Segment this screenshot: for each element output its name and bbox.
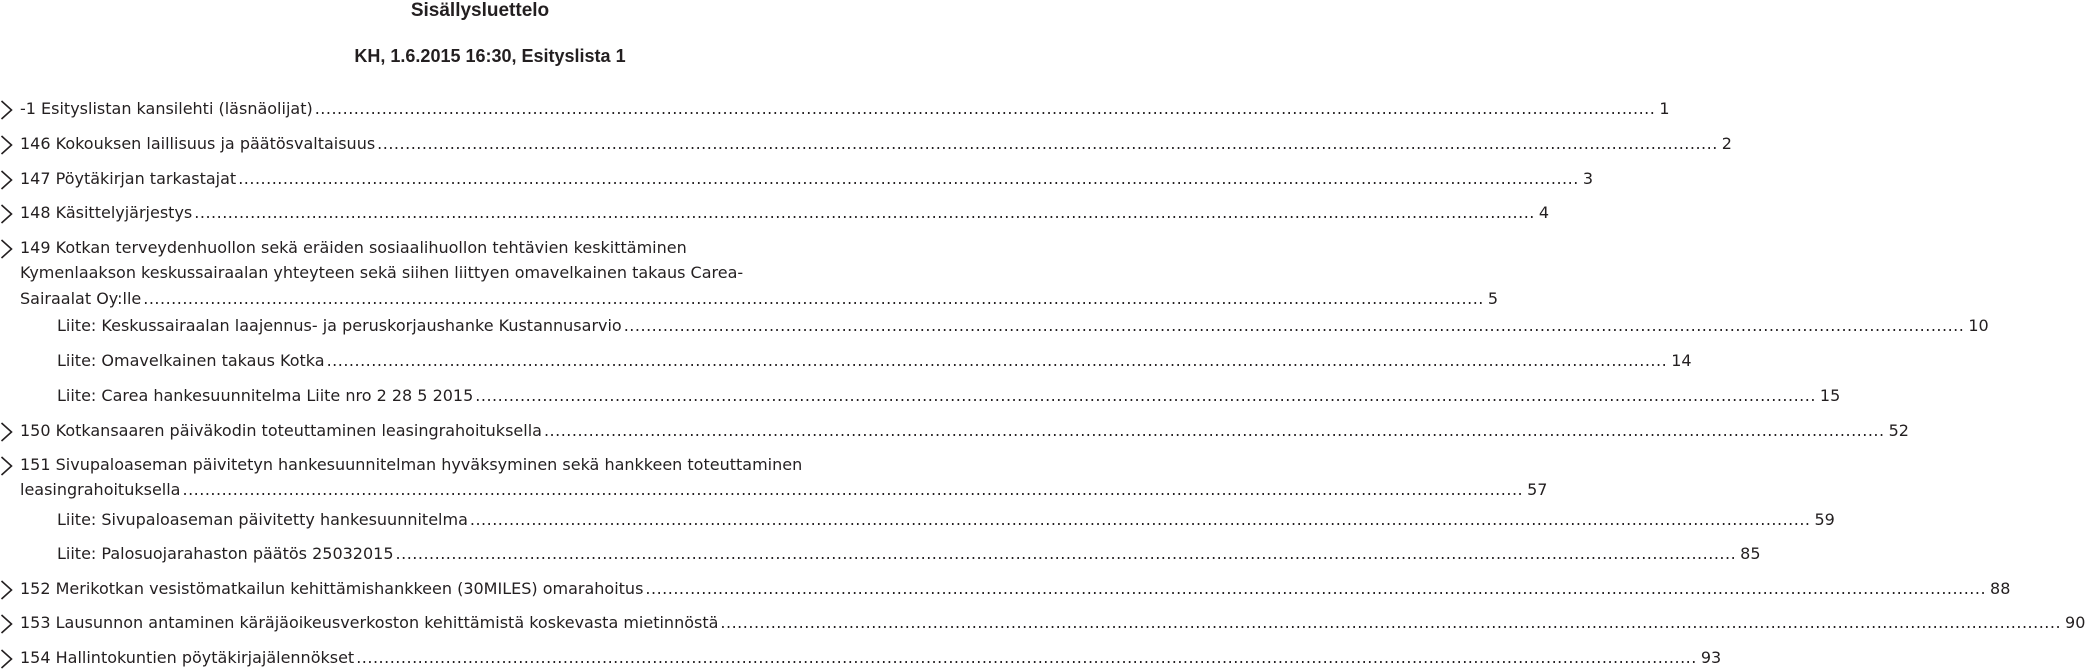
chevron-right-icon xyxy=(0,648,14,670)
chevron-right-icon xyxy=(0,203,14,225)
toc-page-number: 4 xyxy=(1538,203,1550,222)
dot-leader: ................................................................................................................................................................................................................................................ xyxy=(314,99,1656,118)
dot-leader: ................................................................................................................................................................................................................................................ xyxy=(395,544,1737,563)
chevron-right-icon xyxy=(0,169,14,191)
dot-leader: ................................................................................................................................................................................................................................................ xyxy=(623,316,1965,335)
dot-leader: ................................................................................................................................................................................................................................................ xyxy=(326,351,1668,370)
toc-entry-text-line: Liite: Carea hankesuunnitelma Liite nro 2 28 5 2015 xyxy=(57,386,474,405)
toc-page-number: 93 xyxy=(1700,648,1722,667)
toc-entry-text-line: 153 Lausunnon antaminen käräjäoikeusverkoston kehittämistä koskevasta mietinnöstä xyxy=(20,613,719,632)
document-title: Sisällysluettelo xyxy=(410,0,550,21)
toc-entry-text-line: 152 Merikotkan vesistömatkailun kehittämishankkeen (30MILES) omarahoitus xyxy=(20,579,644,598)
dot-leader: ................................................................................................................................................................................................................................................ xyxy=(356,648,1697,667)
toc-page-number: 3 xyxy=(1582,169,1593,188)
toc-page-number: 90 xyxy=(2065,613,2085,632)
toc-entry-text-line: -1 Esityslistan kansilehti (läsnäolijat) xyxy=(20,99,313,118)
toc-entry-text-line: Sairaalat Oy:lle xyxy=(20,288,142,308)
toc-entry-text-line: 150 Kotkansaaren päiväkodin toteuttaminen leasingrahoituksella xyxy=(20,421,542,440)
dot-leader: ................................................................................................................................................................................................................................................ xyxy=(475,386,1816,405)
toc-page-number: 59 xyxy=(1814,510,1835,529)
document-subtitle: KH, 1.6.2015 16:30, Esityslista 1 xyxy=(354,46,626,66)
chevron-right-icon xyxy=(0,455,14,477)
dot-leader: ................................................................................................................................................................................................................................................ xyxy=(645,579,1987,598)
toc-entry-text-line: Liite: Omavelkainen takaus Kotka xyxy=(57,351,325,370)
toc-entry-text-line: 147 Pöytäkirjan tarkastajat xyxy=(20,169,237,188)
toc-entry-text-line: 151 Sivupaloaseman päivitetyn hankesuunnitelman hyväksyminen sekä hankkeen toteuttaminen xyxy=(20,455,803,474)
toc-page-number: 57 xyxy=(1527,480,1548,500)
dot-leader: ................................................................................................................................................................................................................................................ xyxy=(469,510,1811,529)
dot-leader: ................................................................................................................................................................................................................................................ xyxy=(377,134,1718,153)
dot-leader: ................................................................................................................................................................................................................................................ xyxy=(238,169,1579,188)
toc-page-number: 85 xyxy=(1740,544,1761,563)
dot-leader: ................................................................................................................................................................................................................................................ xyxy=(182,480,1524,500)
chevron-right-icon xyxy=(0,99,14,121)
chevron-right-icon xyxy=(0,134,14,156)
chevron-right-icon xyxy=(0,613,14,635)
toc-page-number: 88 xyxy=(1990,579,2011,598)
dot-leader: ................................................................................................................................................................................................................................................ xyxy=(143,288,1484,308)
toc-entry-text-line: 148 Käsittelyjärjestys xyxy=(20,203,193,222)
chevron-right-icon xyxy=(0,238,14,260)
dot-leader: ................................................................................................................................................................................................................................................ xyxy=(720,613,2062,632)
toc-entry-text-line: 149 Kotkan terveydenhuollon sekä eräiden sosiaalihuollon tehtävien keskittäminen xyxy=(20,238,687,257)
dot-leader: ................................................................................................................................................................................................................................................ xyxy=(543,421,1885,440)
toc-page-number: 2 xyxy=(1721,134,1732,153)
toc-page-number: 1 xyxy=(1659,99,1670,118)
toc-page-number: 5 xyxy=(1487,288,1499,308)
toc-page-number: 52 xyxy=(1888,421,1909,440)
toc-entry-text-line: Kymenlaakson keskussairaalan yhteyteen sekä siihen liittyen omavelkainen takaus Carea- xyxy=(20,263,744,283)
toc-page-number: 14 xyxy=(1671,351,1692,370)
chevron-right-icon xyxy=(0,421,14,443)
chevron-right-icon xyxy=(0,579,14,601)
toc-page-number: 10 xyxy=(1968,316,1989,335)
toc-entry-text-line: Liite: Palosuojarahaston päätös 25032015 xyxy=(57,544,394,563)
toc-entry-text-line: 146 Kokouksen laillisuus ja päätösvaltaisuus xyxy=(20,134,376,153)
toc-entry-text-line: Liite: Sivupaloaseman päivitetty hankesuunnitelma xyxy=(57,510,468,529)
toc-entry-text-line: 154 Hallintokuntien pöytäkirjajälennökset xyxy=(20,648,355,667)
dot-leader: ................................................................................................................................................................................................................................................ xyxy=(194,203,1535,222)
toc-page-number: 15 xyxy=(1819,386,1841,405)
toc-entry-text-line: Liite: Keskussairaalan laajennus- ja peruskorjaushanke Kustannusarvio xyxy=(57,316,622,335)
toc-entry-text-line: leasingrahoituksella xyxy=(20,480,181,500)
